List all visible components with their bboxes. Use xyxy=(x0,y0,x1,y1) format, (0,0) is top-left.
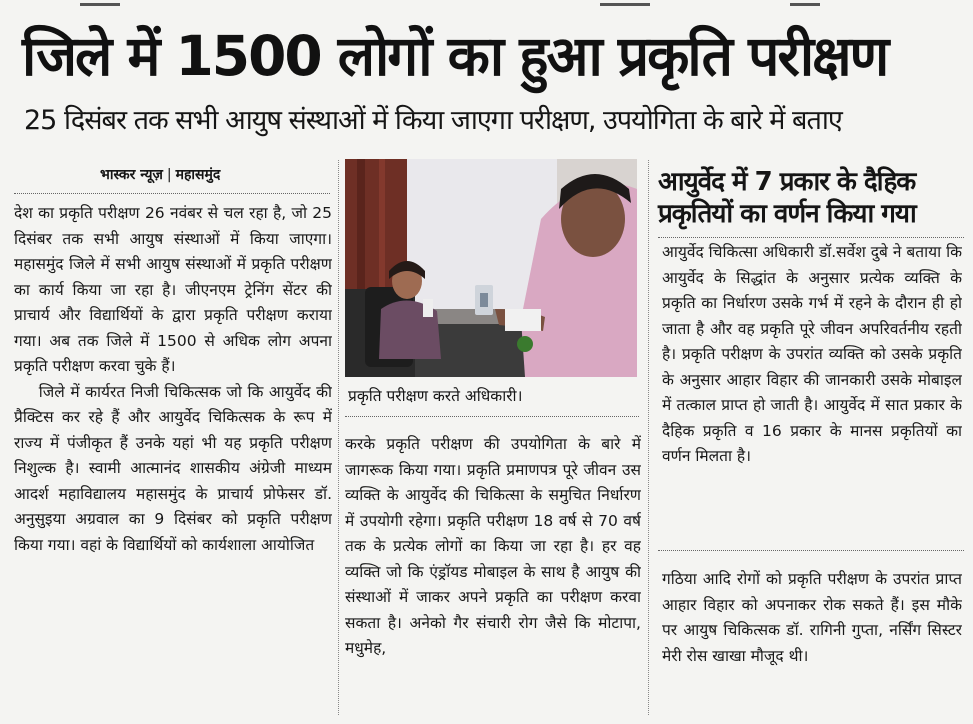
divider xyxy=(14,193,330,194)
photo-caption: प्रकृति परीक्षण करते अधिकारी। xyxy=(348,387,523,405)
subheadline: 25 दिसंबर तक सभी आयुष संस्थाओं में किया जाएगा परीक्षण, उपयोगिता के बारे में बताए xyxy=(24,105,842,136)
column-rule xyxy=(648,160,649,715)
top-edge-fragment xyxy=(0,3,973,15)
sidebar-body xyxy=(662,240,962,540)
article-column-2 xyxy=(345,432,641,714)
column-rule xyxy=(338,160,339,715)
sidebar-heading-line-2: प्रकृतियों का वर्णन किया गया xyxy=(658,199,916,229)
divider xyxy=(658,237,964,238)
sidebar-heading xyxy=(658,166,964,234)
byline-location: महासमुंद xyxy=(175,167,221,183)
byline xyxy=(100,163,300,187)
byline-separator: | xyxy=(166,167,172,183)
news-photo xyxy=(345,159,637,377)
sidebar-heading-line-1: आयुर्वेद में 7 प्रकार के दैहिक xyxy=(658,167,916,197)
previous-article-edge xyxy=(0,0,973,12)
divider xyxy=(345,416,639,417)
sidebar-paragraph: आयुर्वेद चिकित्सा अधिकारी डॉ.सर्वेश दुबे ने बताया कि आयुर्वेद के सिद्धांत के अनुसार प्रत्येक व्यक्ति के प्रकृति का निर्धारण उसके गर्भ में रहने के दौरान ही हो जाता है और वह प्रकृति पूरे जीवन अपरिवर्तनीय रहती है। प्रकृति परीक्षण के उपरांत व्यक्ति को उसके प्रकृति के अनुसार आहार विहार की जानकारी उसके मोबाइल में तत्काल प्राप्त हो जाती है। आयुर्वेद में सात प्रकार के दैहिक प्रकृति व 16 प्रकार के मानस प्रकृतियों का वर्णन मिलता है। xyxy=(662,243,962,465)
article-column-3 xyxy=(662,567,962,712)
article-paragraph-4: गठिया आदि रोगों को प्रकृति परीक्षण के उपरांत प्राप्त आहार विहार को अपनाकर रोक सकते हैं। इस मौके पर आयुष चिकित्सक डॉ. रागिनी गुप्ता, नर्सिंग सिस्टर मेरी रोस खाखा मौजूद थी। xyxy=(662,570,962,665)
byline-agency: भास्कर न्यूज़ xyxy=(100,167,163,183)
article-column-1 xyxy=(14,201,332,714)
article-paragraph-2: जिले में कार्यरत निजी चिकित्सक जो कि आयुर्वेद की प्रैक्टिस कर रहे हैं और आयुर्वेद चिकित्सक के रूप में राज्य में पंजीकृत हैं उनके यहां भी यह प्रकृति परीक्षण निशुल्क है। स्वामी आत्मानंद शासकीय अंग्रेजी माध्यम आदर्श महाविद्यालय महासमुंद के प्राचार्य प्रोफेसर डॉ. अनुसुइया अग्रवाल का 9 दिसंबर को प्रकृति परीक्षण किया गया। वहां के विद्यार्थियों को कार्यशाला आयोजित xyxy=(14,382,332,554)
photo-illustration xyxy=(345,159,637,377)
headline: जिले में 1500 लोगों का हुआ प्रकृति परीक्षण xyxy=(22,24,888,88)
article-paragraph-3: करके प्रकृति परीक्षण की उपयोगिता के बारे में जागरूक किया गया। प्रकृति प्रमाणपत्र पूरे जीवन उस व्यक्ति के आयुर्वेद की चिकित्सा के समुचित निर्धारण में उपयोगी रहेगा। प्रकृति परीक्षण 18 वर्ष से 70 वर्ष तक के प्रत्येक लोगों का किया जा रहा है। हर वह व्यक्ति जो कि एंड्रॉयड मोबाइल के साथ है आयुष की संस्थाओं में जाकर अपने प्रकृति का परीक्षण करवा सकता है। अनेको गैर संचारी रोग जैसे कि मोटापा, मधुमेह, xyxy=(345,435,641,657)
article-paragraph-1: देश का प्रकृति परीक्षण 26 नवंबर से चल रहा है, जो 25 दिसंबर तक सभी आयुष संस्थाओं में किया जाएगा। महासमुंद जिले में सभी आयुष संस्थाओं में प्रकृति परीक्षण का कार्य किया जा रहा है। जीएनएम ट्रेनिंग सेंटर की प्राचार्य और विद्यार्थियों के द्वारा प्रकृति परीक्षण कराया गया। अब तक जिले में 1500 से अधिक लोग अपना प्रकृति परीक्षण करवा चुके हैं। xyxy=(14,204,332,375)
divider xyxy=(658,550,964,551)
